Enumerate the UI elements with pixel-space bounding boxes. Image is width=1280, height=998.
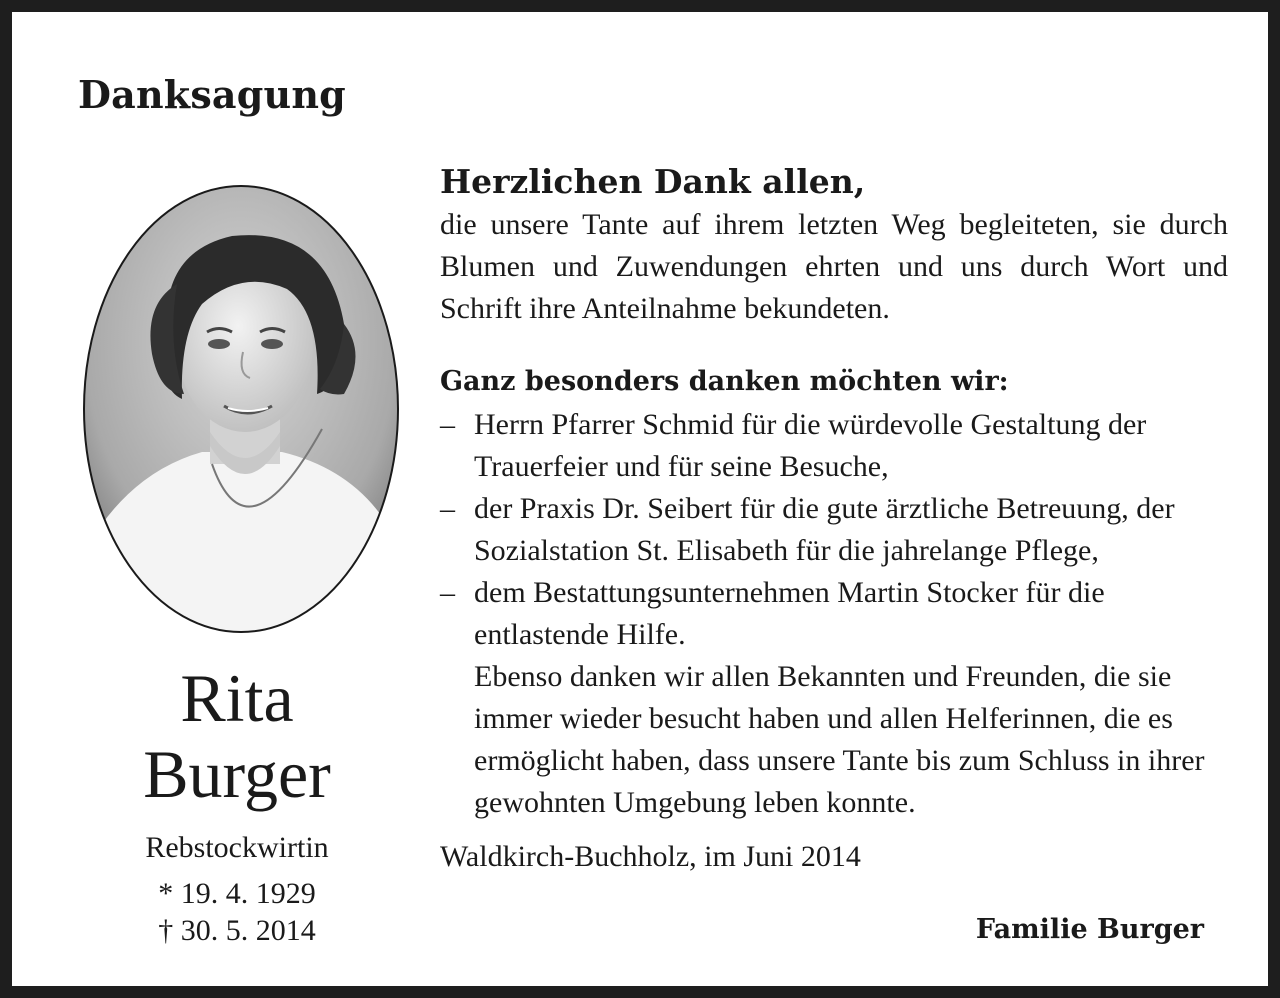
portrait-photo-icon	[82, 184, 400, 634]
list-item-text: Herrn Pfarrer Schmid für die würdevolle Gestaltung der Trauerfeier und für seine Besuche,	[474, 408, 1147, 483]
list-item	[440, 572, 1228, 656]
list-item-text: der Praxis Dr. Seibert für die gute ärztliche Betreuung, der Sozialstation St. Elisabeth für die jahrelange Pflege,	[474, 492, 1175, 567]
closing-paragraph: Ebenso danken wir allen Bekannten und Freunden, die sie immer wieder besucht haben und allen Helferinnen, die es ermöglicht haben, dass unsere Tante bis zum Schluss in ihrer gewohnten Umgebung leben konnte.	[474, 660, 1205, 819]
first-name: Rita	[180, 660, 294, 736]
thanks-intro: die unsere Tante auf ihrem letzten Weg begleiteten, sie durch Blumen und Zuwendungen ehrten und uns durch Wort und Schrift ihre Anteilnahme bekundeten.	[440, 208, 1228, 325]
signature: Familie Burger	[975, 914, 1204, 945]
birth-date: * 19. 4. 1929	[158, 877, 316, 910]
death-date: † 30. 5. 2014	[158, 914, 316, 947]
list-item-text: dem Bestattungsunternehmen Martin Stocker für die entlastende Hilfe.	[474, 576, 1105, 651]
dash-bullet: –	[440, 576, 455, 609]
page-title: Danksagung	[78, 72, 346, 117]
list-item	[440, 488, 1228, 572]
dash-bullet: –	[440, 492, 455, 525]
place-and-date: Waldkirch-Buchholz, im Juni 2014	[440, 840, 861, 873]
thanks-text	[440, 160, 1228, 878]
dash-bullet: –	[440, 408, 455, 441]
occupation: Rebstockwirtin	[145, 831, 329, 864]
list-item	[440, 404, 1228, 488]
last-name: Burger	[143, 736, 331, 812]
thanks-title: Herzlichen Dank allen,	[440, 162, 866, 201]
special-thanks-title: Ganz besonders danken möchten wir:	[440, 366, 1009, 397]
